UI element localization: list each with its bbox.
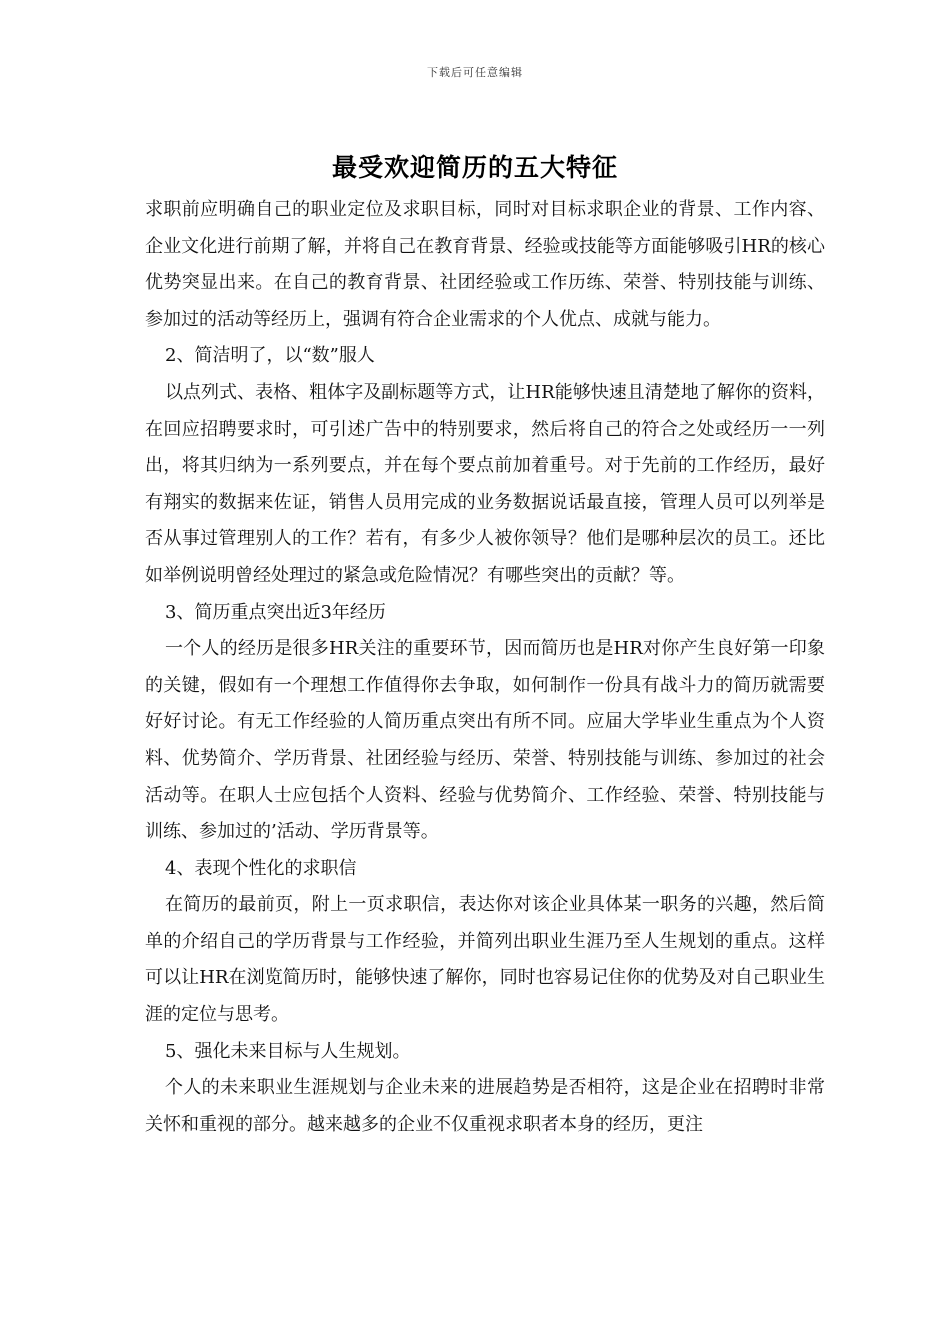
document-body	[145, 192, 825, 1143]
paragraph-section-4: 在简历的最前页，附上一页求职信，表达你对该企业具体某一职务的兴趣，然后简单的介绍自己的学历背景与工作经验，并简列出职业生涯乃至人生规划的重点。这样可以让HR在浏览简历时，能够快速了解你，同时也容易记住你的优势及对自己职业生涯的定位与思考。	[145, 894, 825, 1026]
section-heading-2: 2、简洁明了，以“数”服人	[165, 345, 375, 367]
section-heading-3: 3、简历重点突出近3年经历	[165, 601, 386, 623]
paragraph-section-3: 一个人的经历是很多HR关注的重要环节，因而简历也是HR对你产生良好第一印象的关键，假如有一个理想工作值得你去争取，如何制作一份具有战斗力的简历就需要好好讨论。有无工作经验的人简历重点突出有所不同。应届大学毕业生重点为个人资料、优势简介、学历背景、社团经验与经历、荣誉、特别技能与训练、参加过的社会活动等。在职人士应包括个人资料、经验与优势简介、工作经验、荣誉、特别技能与训练、参加过的’活动、学历背景等。	[145, 638, 825, 843]
section-heading-4: 4、表现个性化的求职信	[165, 857, 357, 879]
paragraph-section-2: 以点列式、表格、粗体字及副标题等方式，让HR能够快速且清楚地了解你的资料，在回应招聘要求时，可引述广告中的特别要求，然后将自己的符合之处或经历一一列出，将其归纳为一系列要点，并在每个要点前加着重号。对于先前的工作经历，最好有翔实的数据来佐证，销售人员用完成的业务数据说话最直接，管理人员可以列举是否从事过管理别人的工作？若有，有多少人被你领导？他们是哪种层次的员工。还比如举例说明曾经处理过的紧急或危险情况？有哪些突出的贡献？等。	[145, 381, 825, 586]
paragraph-section-5: 个人的未来职业生涯规划与企业未来的进展趋势是否相符，这是企业在招聘时非常关怀和重视的部分。越来越多的企业不仅重视求职者本身的经历，更注	[145, 1077, 825, 1135]
header-note: 下载后可任意编辑	[427, 66, 523, 79]
paragraph-intro: 求职前应明确自己的职业定位及求职目标，同时对目标求职企业的背景、工作内容、企业文化进行前期了解，并将自己在教育背景、经验或技能等方面能够吸引HR的核心优势突显出来。在自己的教育背景、社团经验或工作历练、荣誉、特别技能与训练、参加过的活动等经历上，强调有符合企业需求的个人优点、成就与能力。	[145, 199, 825, 330]
section-heading-5: 5、强化未来目标与人生规划。	[165, 1040, 411, 1062]
document-title: 最受欢迎简历的五大特征	[331, 153, 618, 182]
